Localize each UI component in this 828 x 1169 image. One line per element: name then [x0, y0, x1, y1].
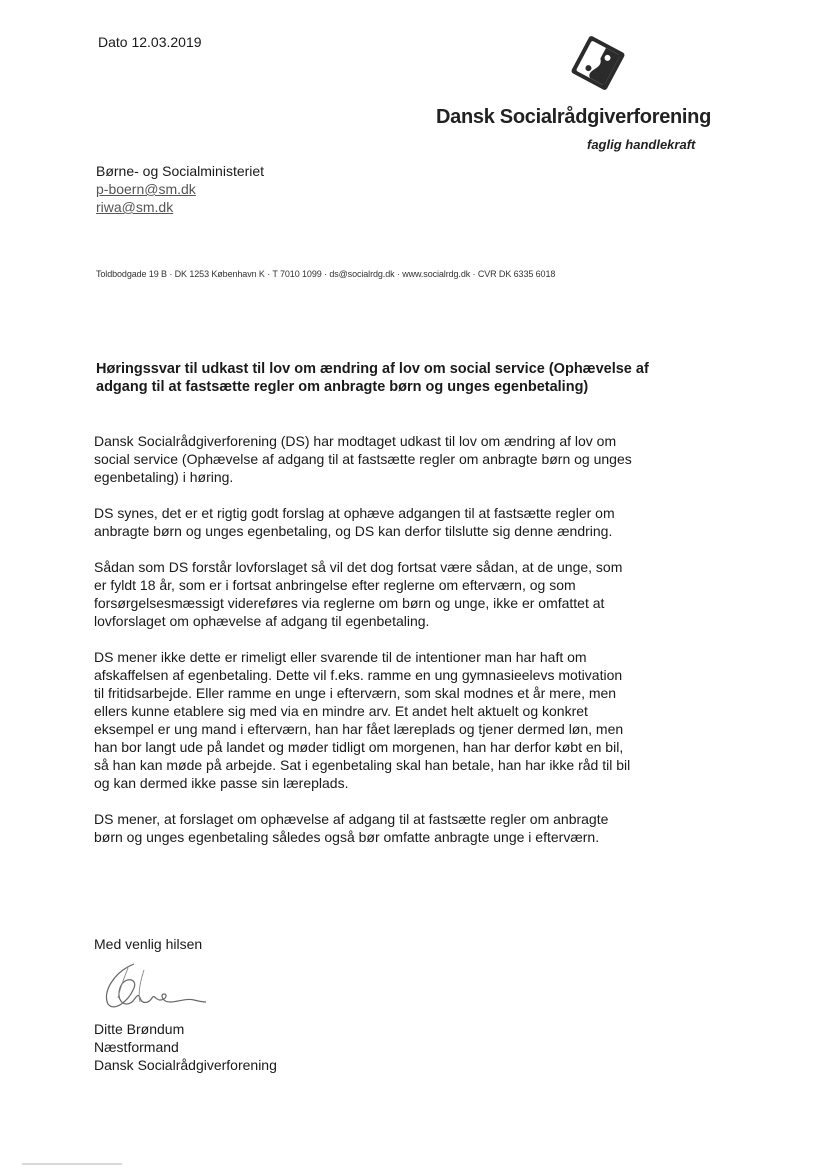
recipient-name: Børne- og Socialministeriet [96, 163, 265, 179]
recipient-email-link[interactable]: riwa@sm.dk [96, 199, 174, 215]
signer-block [94, 1020, 277, 1074]
recipient-block [96, 162, 264, 216]
organization-name: Dansk Socialrådgiverforening [436, 106, 712, 128]
body-paragraph: DS synes, det er et rigtig godt forslag at ophæve adgangen til at fastsætte regler om anbragte børn og unges egenbetaling, og DS kan derfor tilslutte sig denne ændring. [94, 505, 615, 539]
body-paragraph: DS mener ikke dette er rimeligt eller svarende til de intentioner man har haft om afskaffelsen af egenbetaling. Dette vil f.eks. ramme en ung gymnasieelevs motivation til fritidsarbejde. Eller ramme en unge i efterværn, som skal modnes et år mere, men ellers kunne etablere sig med via en mindre arv. Et andet helt aktuelt og konkret eksempel er ung mand i efterværn, han har fået læreplads og tjener dermed løn, men han bor langt ude på landet og møder tidligt om morgenen, han har derfor købt en bil, så han kan møde på arbejde. Sat i egenbetaling skal han betale, han har ikke råd til bil og kan dermed ikke passe sin læreplads. [94, 649, 631, 791]
recipient-email-link[interactable]: p-boern@sm.dk [96, 181, 196, 197]
organization-logo-icon [568, 34, 628, 92]
letter-body [94, 432, 634, 864]
footer-divider [22, 1163, 122, 1165]
body-paragraph: Sådan som DS forstår lovforslaget så vil det dog fortsat være sådan, at de unge, som er fyldt 18 år, som er i fortsat anbringelse efter reglerne om efterværn, og som forsørgelsesmæssigt videreføres via reglerne om børn og unge, ikke er omfattet at lovforslaget om ophævelse af adgang til egenbetaling. [94, 559, 623, 629]
signer-title: Næstformand [94, 1039, 179, 1055]
body-paragraph: Dansk Socialrådgiverforening (DS) har modtaget udkast til lov om ændring af lov om social service (Ophævelse af adgang til at fastsætte regler om anbragte børn og unges egenbetaling) i høring. [94, 433, 632, 485]
letter-date: Dato 12.03.2019 [98, 34, 202, 50]
signer-organization: Dansk Socialrådgiverforening [94, 1057, 277, 1073]
signer-name: Ditte Brøndum [94, 1021, 185, 1037]
organization-tagline: faglig handlekraft [587, 137, 696, 152]
sender-address-line: Toldbodgade 19 B · DK 1253 København K · T 7010 1099 · ds@socialrdg.dk · www.socialrdg.dk · CVR DK 6335 6018 [96, 269, 556, 279]
handwritten-signature-icon [94, 958, 214, 1016]
letter-subject: Høringssvar til udkast til lov om ændring af lov om social service (Ophævelse af adgang til at fastsætte regler om anbragte børn og unges egenbetaling) [96, 361, 649, 395]
letter-closing: Med venlig hilsen [94, 936, 203, 952]
body-paragraph: DS mener, at forslaget om ophævelse af adgang til at fastsætte regler om anbragte børn og unges egenbetaling således også bør omfatte anbragte unge i efterværn. [94, 811, 609, 845]
